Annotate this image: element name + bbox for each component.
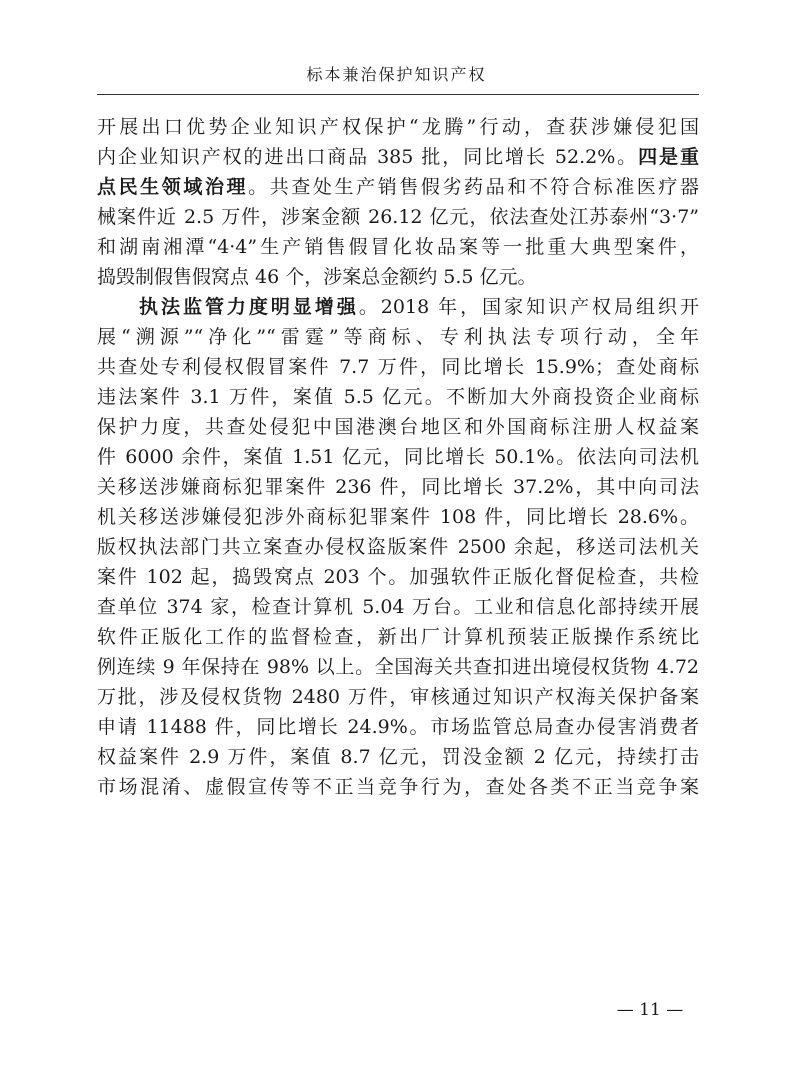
text-segment: 例连续 9 年保持在 98% 以上。全国海关共查扣进出境侵权货物 4.72 [97,656,699,678]
text-line [97,232,699,262]
text-line [97,712,699,742]
text-line [97,682,699,712]
text-segment: 和湖南湘潭“4·4”生产销售假冒化妆品案等一批重大典型案件， [97,236,699,258]
text-line [97,352,699,382]
text-segment: 保护力度，共查处侵犯中国港澳台地区和外国商标注册人权益案 [97,416,699,438]
text-line [97,412,699,442]
text-segment: 权益案件 2.9 万件，案值 8.7 亿元，罚没金额 2 亿元，持续打击 [97,746,699,768]
text-line [97,742,699,772]
text-line [97,322,699,352]
page-number: — 11 — [616,1000,684,1020]
text-segment: 内企业知识产权的进出口商品 385 批，同比增长 52.2%。 [97,146,639,168]
text-line [97,622,699,652]
text-segment: 械案件近 2.5 万件，涉案金额 26.12 亿元，依法查处江苏泰州“3·7” [97,206,699,228]
text-line [97,262,699,292]
text-segment: 案件 102 起，捣毁窝点 203 个。加强软件正版化督促检查，共检 [97,566,699,588]
text-line [97,142,699,172]
text-segment: 。共查处生产销售假劣药品和不符合标准医疗器 [248,176,699,198]
header-divider [97,94,699,95]
text-line [97,202,699,232]
text-line [97,562,699,592]
text-line [97,772,699,802]
text-line [97,382,699,412]
text-line [97,502,699,532]
text-segment: 件 6000 余件，案值 1.51 亿元，同比增长 50.1%。依法向司法机 [97,446,699,468]
text-segment: 捣毁制假售假窝点 46 个，涉案总金额约 5.5 亿元。 [97,266,537,288]
text-segment: 违法案件 3.1 万件，案值 5.5 亿元。不断加大外商投资企业商标 [97,386,699,408]
text-segment: 查单位 374 家，检查计算机 5.04 万台。工业和信息化部持续开展 [97,596,699,618]
bold-heading-text: 执法监管力度明显增强 [139,296,359,318]
text-segment: 版权执法部门共立案查办侵权盗版案件 2500 余起，移送司法机关 [97,536,699,558]
text-line [97,472,699,502]
text-segment: 展“溯源”“净化”“雷霆”等商标、专利执法专项行动，全年 [97,326,699,348]
text-segment: 共查处专利侵权假冒案件 7.7 万件，同比增长 15.9%；查处商标 [97,356,699,378]
text-line [97,652,699,682]
text-line [97,112,699,142]
bold-heading-text: 点民生领域治理 [97,176,249,198]
text-line [97,442,699,472]
text-line [97,292,699,322]
text-segment: 机关移送涉嫌侵犯涉外商标犯罪案件 108 件，同比增长 28.6%。 [97,506,699,528]
text-line [97,592,699,622]
bold-heading-text: 四是重 [638,146,699,168]
text-line [97,532,699,562]
text-segment: 市场混淆、虚假宣传等不正当竞争行为，查处各类不正当竞争案 [97,776,699,798]
text-segment: 申请 11488 件，同比增长 24.9%。市场监管总局查办侵害消费者 [97,716,699,738]
text-segment: 软件正版化工作的监督检查，新出厂计算机预装正版操作系统比 [97,626,699,648]
body-text [97,112,699,802]
text-segment: 开展出口优势企业知识产权保护“龙腾”行动，查获涉嫌侵犯国 [97,116,699,138]
text-segment: 。2018 年，国家知识产权局组织开 [358,296,699,318]
text-line [97,172,699,202]
text-segment: 万批，涉及侵权货物 2480 万件，审核通过知识产权海关保护备案 [97,686,699,708]
text-segment: 关移送涉嫌商标犯罪案件 236 件，同比增长 37.2%，其中向司法 [97,476,699,498]
running-header-title: 标本兼治保护知识产权 [306,65,487,84]
